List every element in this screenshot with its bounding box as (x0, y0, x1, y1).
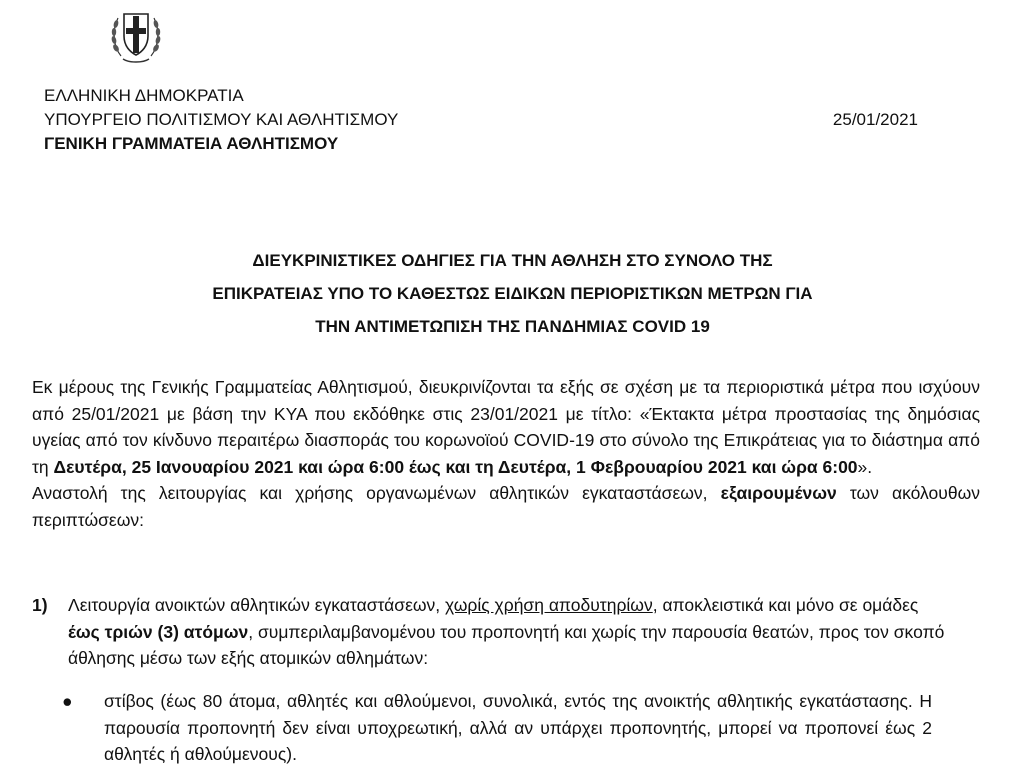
document-date: 25/01/2021 (832, 110, 918, 129)
suspension-paragraph (32, 480, 980, 533)
title-line-3: ΤΗΝ ΑΝΤΙΜΕΤΩΠΙΣΗ ΤΗΣ ΠΑΝΔΗΜΙΑΣ COVID 19 (315, 317, 710, 336)
hellenic-republic-emblem (109, 2, 163, 68)
list-item-body (68, 592, 954, 672)
header-secretariat: ΓΕΝΙΚΗ ΓΡΑΜΜΑΤΕΙΑ ΑΘΛΗΤΙΣΜΟΥ (44, 134, 339, 153)
intro-text-c: ». (857, 456, 873, 477)
title-line-1: ΔΙΕΥΚΡΙΝΙΣΤΙΚΕΣ ΟΔΗΓΙΕΣ ΓΙΑ ΤΗΝ ΑΘΛΗΣΗ ΣΤΟ ΣΥΝΟΛΟ ΤΗΣ (252, 251, 773, 270)
header-row-2 (44, 108, 924, 132)
intro-paragraph (32, 374, 980, 480)
bullet-text: στίβος (έως 80 άτομα, αθλητές και αθλούμενοι, συνολικά, εντός της ανοικτής αθλητικής εγκατάστασης. Η παρουσία προπονητή δεν είναι υποχρεωτική, αλλά αν υπάρχει προπονητής, μπορεί να προπονεί έως 2 αθλητές ή αθλούμενους). (104, 691, 932, 764)
intro-period-bold: Δευτέρα, 25 Ιανουαρίου 2021 και ώρα 6:00 έως και τη Δευτέρα, 1 Φεβρουαρίου 2021 και ώρα 6:00 (53, 456, 858, 477)
suspension-text-a: Αναστολή της λειτουργίας και χρήσης οργανωμένων αθλητικών εγκαταστάσεων, (32, 483, 721, 503)
bullet-icon: ● (62, 691, 73, 711)
title-line-2: ΕΠΙΚΡΑΤΕΙΑΣ ΥΠΟ ΤΟ ΚΑΘΕΣΤΩΣ ΕΙΔΙΚΩΝ ΠΕΡΙΟΡΙΣΤΙΚΩΝ ΜΕΤΡΩΝ ΓΙΑ (212, 284, 813, 303)
suspension-exception-bold: εξαιρουμένων (720, 483, 837, 503)
item-text-1: Λειτουργία ανοικτών αθλητικών εγκαταστάσεων, (68, 595, 446, 615)
list-item-1 (32, 592, 954, 672)
document-header (44, 84, 924, 156)
bullet-item-athletics (62, 688, 932, 768)
header-row-1 (44, 84, 924, 108)
document-title (60, 244, 965, 343)
header-row-3 (44, 132, 924, 156)
suspension-text-c: των ακόλουθων περιπτώσεων: (32, 483, 980, 530)
item-text-5: , συμπεριλαμβανομένου του προπονητή και χωρίς την παρουσία θεατών, προς τον σκοπό άθλησης μέσω των εξής ατομικών αθλημάτων: (68, 621, 945, 668)
header-republic: ΕΛΛΗΝΙΚΗ ΔΗΜΟΚΡΑΤΙΑ (44, 86, 244, 105)
item-text-3: , αποκλειστικά και μόνο σε ομάδες (652, 595, 919, 615)
list-item-number: 1) (32, 595, 48, 615)
item-group-size: έως τριών (3) ατόμων (68, 621, 249, 642)
item-no-locker-rooms: χωρίς χρήση αποδυτηρίων (445, 595, 653, 615)
intro-text-a: Εκ μέρους της Γενικής Γραμματείας Αθλητισμού, διευκρινίζονται τα εξής σε σχέση με τα περιοριστικά μέτρα που ισχύουν από 25/01/2021 με βάση την ΚΥΑ που εκδόθηκε στις 23/01/2021 με τίτλο: «Έκτακτα μέτρα προστασίας της δημόσιας υγείας από τον κίνδυνο περαιτέρω διασποράς του κορωνοϊού COVID-19 στο σύνολο της Επικράτειας για το διάστημα από τη (32, 377, 980, 477)
header-ministry: ΥΠΟΥΡΓΕΙΟ ΠΟΛΙΤΙΣΜΟΥ ΚΑΙ ΑΘΛΗΤΙΣΜΟΥ (44, 110, 399, 129)
intro-section (32, 374, 980, 533)
